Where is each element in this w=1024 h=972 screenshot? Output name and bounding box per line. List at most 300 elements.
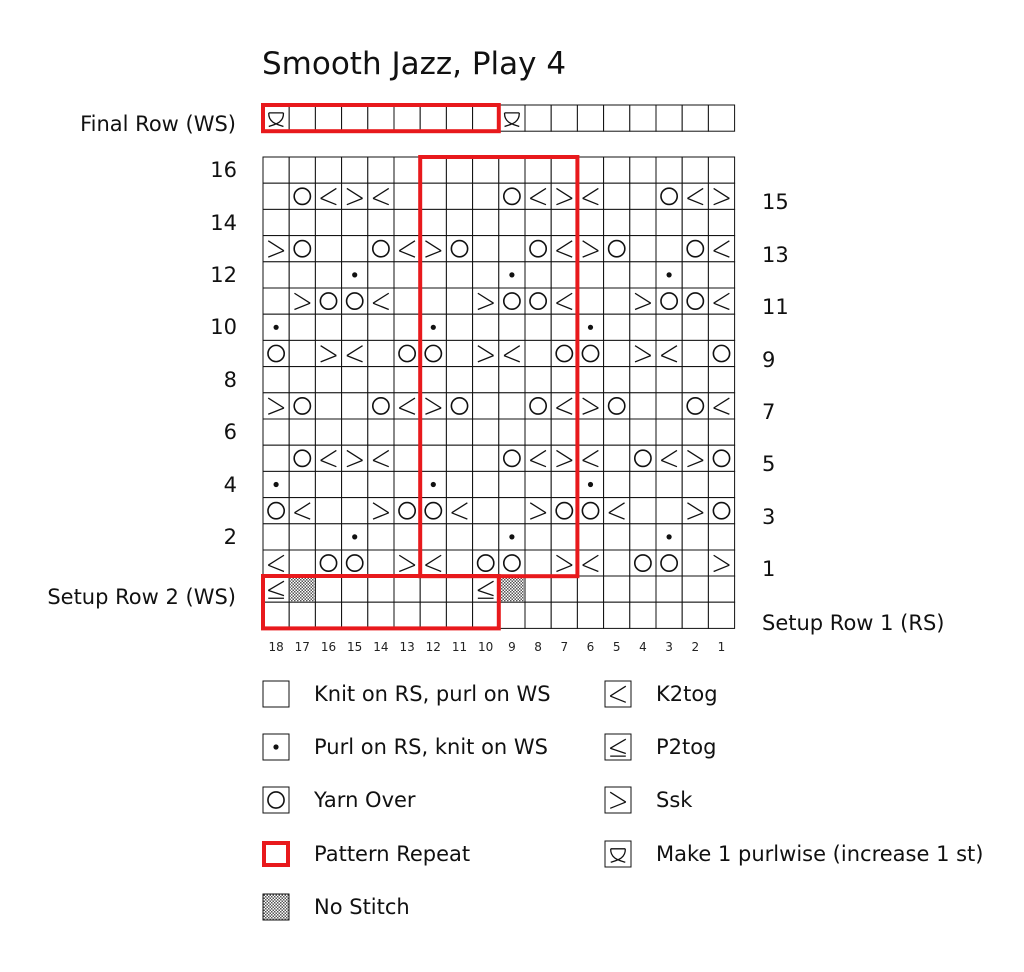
row-16-cell-16 — [682, 157, 708, 183]
setup-row-2-cell-7 — [446, 576, 472, 602]
k2tog-icon — [604, 680, 634, 710]
final-row-cell-13 — [604, 105, 630, 131]
row-10-purl-stitch — [588, 325, 593, 330]
row-8-cell-12 — [577, 367, 603, 393]
row-10-cell-7 — [446, 314, 472, 340]
row-5-cell-7 — [446, 445, 472, 471]
row-9-cell-6 — [420, 340, 446, 366]
row-11-cell-1 — [289, 288, 315, 314]
row-1-cell-17 — [708, 550, 734, 576]
column-number: 14 — [373, 640, 389, 654]
row-7-cell-16 — [682, 393, 708, 419]
row-12-cell-5 — [394, 262, 420, 288]
row-15-cell-11 — [551, 183, 577, 209]
row-3-cell-6 — [420, 498, 446, 524]
setup-row-1-cell-13 — [604, 602, 630, 628]
row-13-cell-4 — [368, 236, 394, 262]
setup-row-1-cell-12 — [577, 602, 603, 628]
row-1-cell-9 — [499, 550, 525, 576]
final-row-cell-3 — [342, 105, 368, 131]
row-16-cell-5 — [394, 157, 420, 183]
column-number: 12 — [425, 640, 441, 654]
row-16-cell-14 — [630, 157, 656, 183]
row-2-cell-17 — [708, 524, 734, 550]
row-1-cell-1 — [289, 550, 315, 576]
row-15-cell-9 — [499, 183, 525, 209]
row-9-cell-4 — [368, 340, 394, 366]
row-5-cell-13 — [604, 445, 630, 471]
row-6-cell-10 — [525, 419, 551, 445]
setup-row-1-cell-0 — [263, 602, 289, 628]
row-number-left: 10 — [210, 315, 237, 340]
setup-row-1-cell-5 — [394, 602, 420, 628]
row-15-cell-15 — [656, 183, 682, 209]
legend-label: Ssk — [656, 788, 693, 812]
row-2-cell-11 — [551, 524, 577, 550]
row-15-cell-8 — [473, 183, 499, 209]
row-12-cell-2 — [315, 262, 341, 288]
row-7-cell-15 — [656, 393, 682, 419]
column-number: 18 — [268, 640, 284, 654]
row-8-cell-9 — [499, 367, 525, 393]
row-8-cell-5 — [394, 367, 420, 393]
setup-row-1-cell-6 — [420, 602, 446, 628]
row-number-right: 15 — [762, 190, 789, 215]
column-number: 17 — [294, 640, 310, 654]
row-11-cell-7 — [446, 288, 472, 314]
row-number-left: 6 — [223, 420, 237, 445]
row-8-cell-6 — [420, 367, 446, 393]
row-10-cell-2 — [315, 314, 341, 340]
row-11-cell-3 — [342, 288, 368, 314]
row-12-purl-stitch — [509, 272, 514, 277]
row-11-cell-12 — [577, 288, 603, 314]
row-11-cell-16 — [682, 288, 708, 314]
setup-row-2-cell-11 — [551, 576, 577, 602]
setup-row-1-cell-15 — [656, 602, 682, 628]
row-7-cell-5 — [394, 393, 420, 419]
row-16-cell-15 — [656, 157, 682, 183]
column-number: 6 — [586, 640, 595, 654]
row-12-cell-7 — [446, 262, 472, 288]
row-14-cell-10 — [525, 209, 551, 235]
row-1-cell-12 — [577, 550, 603, 576]
row-number-left: 8 — [223, 367, 237, 392]
row-5-cell-5 — [394, 445, 420, 471]
final-row-cell-8 — [473, 105, 499, 131]
row-15-cell-5 — [394, 183, 420, 209]
row-13-cell-10 — [525, 236, 551, 262]
final-row-cell-12 — [577, 105, 603, 131]
row-2-cell-1 — [289, 524, 315, 550]
row-13-cell-1 — [289, 236, 315, 262]
row-15-cell-13 — [604, 183, 630, 209]
column-number: 1 — [717, 640, 726, 654]
row-12-cell-4 — [368, 262, 394, 288]
row-4-cell-11 — [551, 471, 577, 497]
empty-icon — [262, 680, 292, 710]
row-6-cell-6 — [420, 419, 446, 445]
row-9-cell-2 — [315, 340, 341, 366]
row-4-cell-1 — [289, 471, 315, 497]
row-3-cell-10 — [525, 498, 551, 524]
row-3-cell-11 — [551, 498, 577, 524]
row-6-cell-12 — [577, 419, 603, 445]
row-5-cell-6 — [420, 445, 446, 471]
row-1-cell-13 — [604, 550, 630, 576]
setup-row-2-nostitch-stitch — [290, 577, 314, 601]
row-3-cell-14 — [630, 498, 656, 524]
row-12-cell-6 — [420, 262, 446, 288]
row-1-cell-7 — [446, 550, 472, 576]
row-5-cell-10 — [525, 445, 551, 471]
row-11-cell-5 — [394, 288, 420, 314]
purl-icon — [262, 733, 292, 763]
row-3-cell-17 — [708, 498, 734, 524]
row-14-cell-15 — [656, 209, 682, 235]
row-8-cell-13 — [604, 367, 630, 393]
row-5-cell-12 — [577, 445, 603, 471]
row-15-cell-1 — [289, 183, 315, 209]
row-10-cell-8 — [473, 314, 499, 340]
legend-label: Make 1 purlwise (increase 1 st) — [656, 842, 984, 866]
row-2-cell-2 — [315, 524, 341, 550]
row-4-cell-13 — [604, 471, 630, 497]
setup-row-1-cell-4 — [368, 602, 394, 628]
row-11-cell-15 — [656, 288, 682, 314]
row-1-cell-3 — [342, 550, 368, 576]
setup-row-2-cell-2 — [315, 576, 341, 602]
repeat-icon — [262, 840, 292, 870]
row-1-cell-8 — [473, 550, 499, 576]
row-4-cell-2 — [315, 471, 341, 497]
setup-row-2-cell-12 — [577, 576, 603, 602]
row-6-cell-8 — [473, 419, 499, 445]
row-4-purl-stitch — [588, 482, 593, 487]
row-5-cell-3 — [342, 445, 368, 471]
column-number: 13 — [399, 640, 415, 654]
final-row-cell-17 — [708, 105, 734, 131]
row-14-cell-1 — [289, 209, 315, 235]
final-row-cell-6 — [420, 105, 446, 131]
row-8-cell-17 — [708, 367, 734, 393]
row-number-right: 9 — [762, 347, 776, 372]
row-16-cell-12 — [577, 157, 603, 183]
row-1-cell-16 — [682, 550, 708, 576]
row-2-cell-7 — [446, 524, 472, 550]
row-14-cell-12 — [577, 209, 603, 235]
column-number: 4 — [639, 640, 647, 654]
row-13-cell-2 — [315, 236, 341, 262]
row-12-cell-1 — [289, 262, 315, 288]
row-4-cell-7 — [446, 471, 472, 497]
row-7-cell-1 — [289, 393, 315, 419]
row-7-cell-10 — [525, 393, 551, 419]
row-4-cell-10 — [525, 471, 551, 497]
row-14-cell-17 — [708, 209, 734, 235]
setup-row-1-cell-16 — [682, 602, 708, 628]
row-10-cell-9 — [499, 314, 525, 340]
row-12-cell-13 — [604, 262, 630, 288]
row-1-cell-10 — [525, 550, 551, 576]
row-5-cell-14 — [630, 445, 656, 471]
setup-row-1-cell-11 — [551, 602, 577, 628]
final-row-cell-9 — [499, 105, 525, 131]
row-number-left: 12 — [210, 262, 237, 287]
row-9-cell-11 — [551, 340, 577, 366]
row-16-cell-4 — [368, 157, 394, 183]
row-6-cell-15 — [656, 419, 682, 445]
setup-row-2-label: Setup Row 2 (WS) — [47, 585, 236, 609]
row-16-cell-9 — [499, 157, 525, 183]
row-4-cell-9 — [499, 471, 525, 497]
row-8-cell-3 — [342, 367, 368, 393]
row-10-cell-17 — [708, 314, 734, 340]
row-15-cell-17 — [708, 183, 734, 209]
setup-row-1-cell-8 — [473, 602, 499, 628]
row-5-cell-11 — [551, 445, 577, 471]
row-5-cell-1 — [289, 445, 315, 471]
row-16-cell-10 — [525, 157, 551, 183]
row-13-cell-14 — [630, 236, 656, 262]
row-12-cell-10 — [525, 262, 551, 288]
chart-title: Smooth Jazz, Play 4 — [262, 46, 567, 82]
row-9-cell-12 — [577, 340, 603, 366]
row-15-cell-6 — [420, 183, 446, 209]
row-7-cell-8 — [473, 393, 499, 419]
row-number-left: 4 — [223, 472, 237, 497]
setup-row-2-cell-4 — [368, 576, 394, 602]
row-16-cell-11 — [551, 157, 577, 183]
row-6-cell-3 — [342, 419, 368, 445]
row-6-cell-9 — [499, 419, 525, 445]
p2tog-icon — [604, 733, 634, 763]
setup-row-2-cell-3 — [342, 576, 368, 602]
row-16-cell-7 — [446, 157, 472, 183]
row-3-cell-4 — [368, 498, 394, 524]
row-6-cell-16 — [682, 419, 708, 445]
row-9-cell-0 — [263, 340, 289, 366]
row-12-cell-12 — [577, 262, 603, 288]
row-4-cell-5 — [394, 471, 420, 497]
row-14-cell-8 — [473, 209, 499, 235]
yo-icon — [262, 786, 292, 816]
row-9-cell-13 — [604, 340, 630, 366]
row-11-cell-0 — [263, 288, 289, 314]
setup-row-2-cell-6 — [420, 576, 446, 602]
row-11-cell-2 — [315, 288, 341, 314]
row-7-cell-12 — [577, 393, 603, 419]
row-10-cell-4 — [368, 314, 394, 340]
row-14-cell-11 — [551, 209, 577, 235]
row-8-cell-15 — [656, 367, 682, 393]
row-2-purl-stitch — [667, 534, 672, 539]
row-number-right: 5 — [762, 452, 776, 477]
final-row-cell-15 — [656, 105, 682, 131]
final-row-cell-2 — [315, 105, 341, 131]
row-number-left: 14 — [210, 210, 237, 235]
row-11-cell-11 — [551, 288, 577, 314]
row-15-cell-7 — [446, 183, 472, 209]
row-9-cell-1 — [289, 340, 315, 366]
row-9-cell-16 — [682, 340, 708, 366]
row-3-cell-0 — [263, 498, 289, 524]
row-13-cell-11 — [551, 236, 577, 262]
setup-row-1-cell-10 — [525, 602, 551, 628]
legend-box — [263, 681, 289, 707]
row-6-cell-11 — [551, 419, 577, 445]
row-number-right: 13 — [762, 242, 789, 267]
row-2-purl-stitch — [352, 534, 357, 539]
final-row-cell-11 — [551, 105, 577, 131]
row-13-cell-8 — [473, 236, 499, 262]
setup-row-1-cell-14 — [630, 602, 656, 628]
row-14-cell-9 — [499, 209, 525, 235]
legend-label: P2tog — [656, 735, 717, 759]
row-13-cell-13 — [604, 236, 630, 262]
nostitch-icon — [262, 893, 292, 923]
row-9-cell-8 — [473, 340, 499, 366]
row-15-cell-14 — [630, 183, 656, 209]
row-16-cell-13 — [604, 157, 630, 183]
column-number: 5 — [612, 640, 621, 654]
row-3-cell-9 — [499, 498, 525, 524]
row-7-cell-14 — [630, 393, 656, 419]
row-2-cell-5 — [394, 524, 420, 550]
row-7-cell-3 — [342, 393, 368, 419]
legend-label: No Stitch — [314, 895, 410, 919]
row-15-cell-16 — [682, 183, 708, 209]
row-1-cell-5 — [394, 550, 420, 576]
setup-row-1-cell-9 — [499, 602, 525, 628]
row-4-purl-stitch — [431, 482, 436, 487]
row-10-cell-13 — [604, 314, 630, 340]
row-8-cell-14 — [630, 367, 656, 393]
column-number: 16 — [320, 640, 337, 654]
row-number-right: 3 — [762, 504, 776, 529]
row-9-cell-3 — [342, 340, 368, 366]
row-2-cell-12 — [577, 524, 603, 550]
row-13-cell-9 — [499, 236, 525, 262]
row-16-cell-1 — [289, 157, 315, 183]
column-number: 8 — [534, 640, 542, 654]
ssk-icon — [604, 786, 634, 816]
row-16-cell-3 — [342, 157, 368, 183]
row-8-cell-1 — [289, 367, 315, 393]
row-15-cell-0 — [263, 183, 289, 209]
row-13-cell-3 — [342, 236, 368, 262]
row-10-cell-16 — [682, 314, 708, 340]
row-10-cell-15 — [656, 314, 682, 340]
row-5-cell-16 — [682, 445, 708, 471]
row-6-cell-0 — [263, 419, 289, 445]
row-12-purl-stitch — [352, 272, 357, 277]
final-row-cell-14 — [630, 105, 656, 131]
row-15-cell-10 — [525, 183, 551, 209]
row-12-cell-0 — [263, 262, 289, 288]
row-number-left: 16 — [210, 158, 237, 183]
row-6-cell-1 — [289, 419, 315, 445]
legend-label: Pattern Repeat — [314, 842, 471, 866]
row-1-cell-11 — [551, 550, 577, 576]
row-11-cell-4 — [368, 288, 394, 314]
row-5-cell-8 — [473, 445, 499, 471]
row-4-cell-17 — [708, 471, 734, 497]
row-11-cell-14 — [630, 288, 656, 314]
row-7-cell-11 — [551, 393, 577, 419]
row-10-cell-10 — [525, 314, 551, 340]
row-7-cell-2 — [315, 393, 341, 419]
setup-row-2-cell-16 — [682, 576, 708, 602]
row-4-cell-14 — [630, 471, 656, 497]
row-14-cell-2 — [315, 209, 341, 235]
row-10-cell-3 — [342, 314, 368, 340]
row-10-cell-14 — [630, 314, 656, 340]
row-8-cell-0 — [263, 367, 289, 393]
row-7-cell-13 — [604, 393, 630, 419]
row-14-cell-7 — [446, 209, 472, 235]
row-14-cell-0 — [263, 209, 289, 235]
row-8-cell-8 — [473, 367, 499, 393]
row-3-cell-1 — [289, 498, 315, 524]
row-1-cell-14 — [630, 550, 656, 576]
row-12-cell-14 — [630, 262, 656, 288]
row-6-cell-2 — [315, 419, 341, 445]
row-number-right: 1 — [762, 557, 776, 582]
final-row-label: Final Row (WS) — [80, 112, 236, 136]
row-8-cell-10 — [525, 367, 551, 393]
setup-row-2-cell-13 — [604, 576, 630, 602]
row-14-cell-3 — [342, 209, 368, 235]
row-12-cell-11 — [551, 262, 577, 288]
row-5-cell-9 — [499, 445, 525, 471]
row-15-cell-2 — [315, 183, 341, 209]
row-11-cell-9 — [499, 288, 525, 314]
legend-box — [605, 681, 631, 707]
row-4-cell-4 — [368, 471, 394, 497]
row-8-cell-7 — [446, 367, 472, 393]
setup-row-2-cell-14 — [630, 576, 656, 602]
legend-label: Yarn Over — [314, 788, 416, 812]
row-6-cell-5 — [394, 419, 420, 445]
row-8-cell-11 — [551, 367, 577, 393]
row-12-cell-8 — [473, 262, 499, 288]
column-number: 7 — [560, 640, 569, 654]
row-16-cell-6 — [420, 157, 446, 183]
row-6-cell-17 — [708, 419, 734, 445]
row-8-cell-16 — [682, 367, 708, 393]
row-16-cell-8 — [473, 157, 499, 183]
row-9-cell-9 — [499, 340, 525, 366]
row-12-purl-stitch — [667, 272, 672, 277]
row-15-cell-3 — [342, 183, 368, 209]
row-7-cell-17 — [708, 393, 734, 419]
row-3-cell-13 — [604, 498, 630, 524]
row-6-cell-4 — [368, 419, 394, 445]
row-2-cell-6 — [420, 524, 446, 550]
row-14-cell-6 — [420, 209, 446, 235]
row-14-cell-14 — [630, 209, 656, 235]
row-13-cell-15 — [656, 236, 682, 262]
row-14-cell-4 — [368, 209, 394, 235]
row-3-cell-16 — [682, 498, 708, 524]
row-number-right: 7 — [762, 399, 776, 424]
row-11-cell-10 — [525, 288, 551, 314]
row-15-cell-12 — [577, 183, 603, 209]
row-5-cell-17 — [708, 445, 734, 471]
legend-label: Knit on RS, purl on WS — [314, 682, 551, 706]
column-number: 11 — [451, 640, 468, 654]
